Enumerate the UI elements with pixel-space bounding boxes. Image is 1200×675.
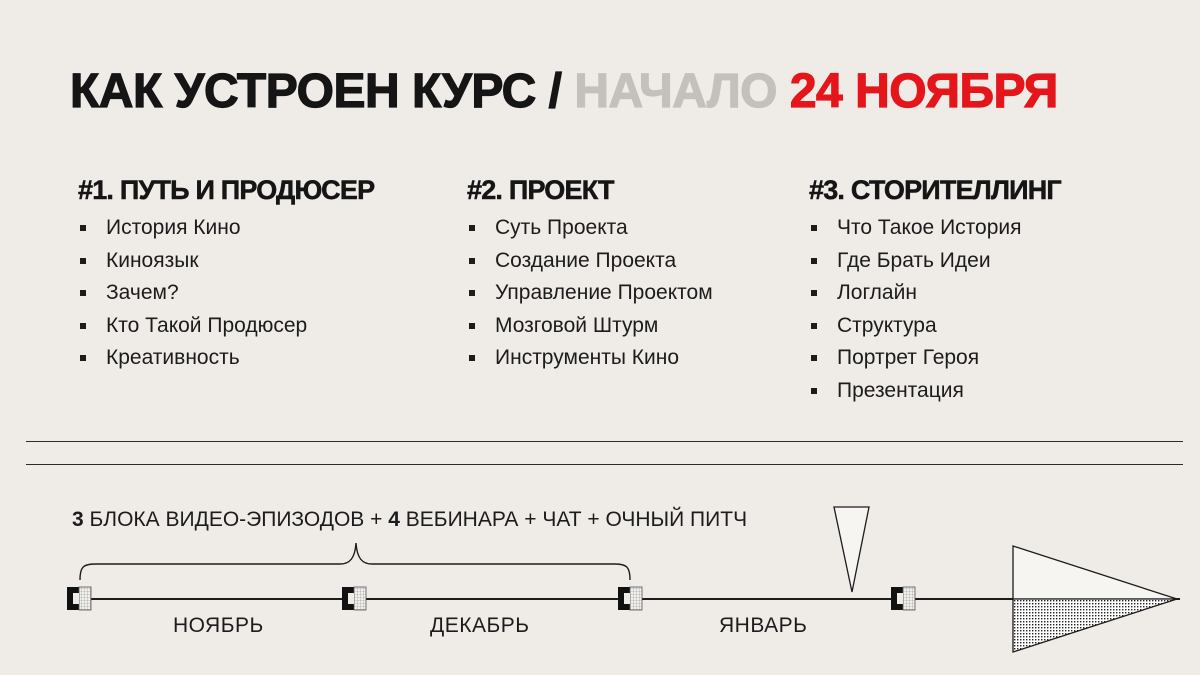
- milestone-marker-1: [67, 587, 91, 610]
- milestone-marker-3: [618, 587, 642, 610]
- list-item: Управление Проектом: [467, 277, 713, 310]
- period-brace: [80, 543, 630, 580]
- list-item: История Кино: [78, 212, 374, 245]
- list-item: Креативность: [78, 342, 374, 375]
- title-start-date: 24 НОЯБРЯ: [789, 65, 1058, 118]
- summary-webinars-text: ВЕБИНАРА + ЧАТ + ОЧНЫЙ ПИТЧ: [399, 508, 748, 531]
- list-item: Зачем?: [78, 277, 374, 310]
- title-start-word: НАЧАЛО: [574, 65, 777, 118]
- list-item: Портрет Героя: [809, 342, 1061, 375]
- list-item: Логлайн: [809, 277, 1061, 310]
- list-item: Структура: [809, 310, 1061, 343]
- pitch-marker-triangle: [834, 507, 869, 592]
- list-item: Где Брать Идеи: [809, 245, 1061, 278]
- list-item: Мозговой Штурм: [467, 310, 713, 343]
- list-item: Суть Проекта: [467, 212, 713, 245]
- timeline-arrowhead: [1013, 546, 1177, 652]
- list-item: Презентация: [809, 375, 1061, 408]
- list-item: Кто Такой Продюсер: [78, 310, 374, 343]
- summary-webinars-count: 4: [388, 508, 400, 531]
- title-main: КАК УСТРОЕН КУРС /: [70, 65, 575, 118]
- milestone-marker-2: [342, 587, 366, 610]
- list-item: Что Такое История: [809, 212, 1061, 245]
- month-label: ЯНВАРЬ: [719, 614, 808, 637]
- milestone-marker-4: [891, 587, 915, 610]
- list-item: Создание Проекта: [467, 245, 713, 278]
- summary-blocks-text: БЛОКА ВИДЕО-ЭПИЗОДОВ +: [83, 508, 389, 531]
- list-item: Киноязык: [78, 245, 374, 278]
- block-2-heading: #2. ПРОЕКТ: [467, 175, 614, 205]
- month-label: ДЕКАБРЬ: [430, 614, 530, 637]
- list-item: Инструменты Кино: [467, 342, 713, 375]
- month-label: НОЯБРЬ: [173, 614, 264, 637]
- block-1-heading: #1. ПУТЬ И ПРОДЮСЕР: [78, 175, 375, 205]
- block-3-heading: #3. СТОРИТЕЛЛИНГ: [809, 175, 1061, 205]
- summary-blocks-count: 3: [72, 508, 84, 531]
